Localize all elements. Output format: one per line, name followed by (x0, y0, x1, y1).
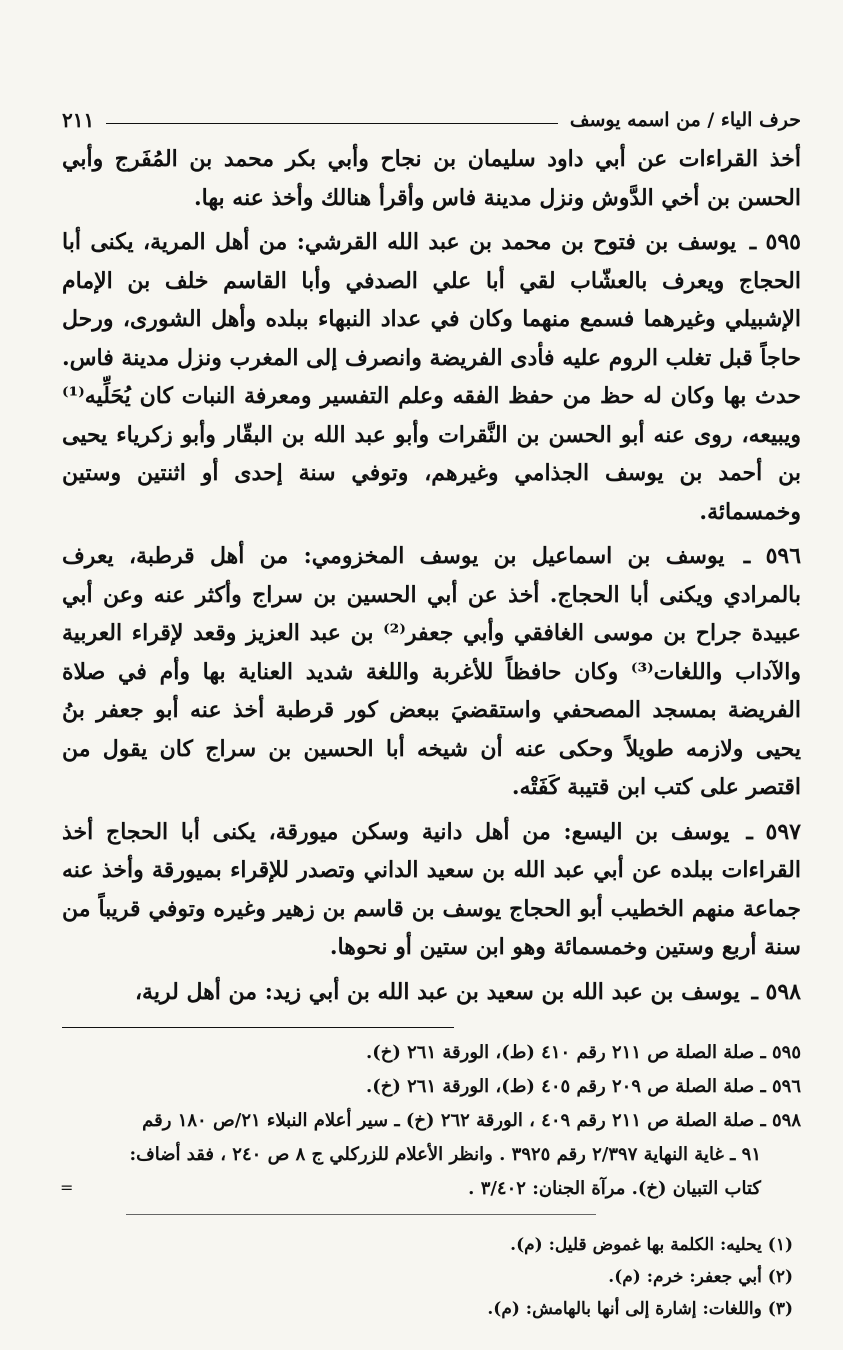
entry-text-597: يوسف بن اليسع: من أهل دانية وسكن ميورقة، يكنى أبا الحجاج أخذ القراءات ببلده عن أبي عبد الله بن سعيد الداني وتصدر للإقراء بميورقة وأخذ عنه جماعة منهم الخطيب أبو الحجاج يوسف بن قاسم بن زهير وغيره وتوفي قريباً من سنة أربع وستين وخمسمائة وهو ابن ستين أو نحوها. (62, 818, 801, 960)
entry-text-595: يوسف بن فتوح بن محمد بن عبد الله القرشي: من أهل المرية، يكنى أبا الحجاج ويعرف بالعشّاب لقي أبا علي الصدفي وأبا القاسم خلف بن الإمام الإشبيلي وغيرهما فسمع منهما وكان في عداد النبهاء ببلده وأهل الشورى، ورحل حاجاً قبل تغلب الروم عليه فأدى الفريضة وانصرف إلى المغرب ونزل مدينة فاس. حدث بها وكان له حظ من حفظ الفقه وعلم التفسير ومعرفة النبات كان يُحَلِّيه⁽¹⁾ ويبيعه، روى عنه أبو الحسن بن النَّقرات وأبو عبد الله بن البقّار وأبو زكرياء يحيى بن أحمد بن يوسف الجذامي وغيرهم، وتوفي سنة إحدى أو اثنتين وستين وخمسمائة. (62, 229, 801, 525)
continued-paragraph: أخذ القراءات عن أبي داود سليمان بن نجاح وأبي بكر محمد بن المُفَرج وأبي الحسن بن أخي الدَّوش ونزل مدينة فاس وأقرأ هنالك وأخذ عنه بها. (62, 146, 801, 211)
note-1: (١) يحليه: الكلمة بها غموض قليل: (م). (510, 1235, 793, 1255)
header-rule (106, 123, 558, 124)
note-2: (٢) أبي جعفر: خرم: (م). (608, 1267, 793, 1287)
margin-mark: = (60, 1178, 74, 1197)
entry-text-598: يوسف بن عبد الله بن سعيد بن عبد الله بن أبي زيد: من أهل لرية، (134, 978, 740, 1005)
editor-notes (62, 1229, 801, 1325)
entry-number-596: ٥٩٦ ـ (743, 543, 802, 569)
entry-595 (62, 223, 801, 531)
source-595: ٥٩٥ ـ صلة الصلة ص ٢١١ رقم ٤١٠ (ط)، الورقة ٢٦١ (خ). (365, 1042, 801, 1063)
source-598: ٥٩٨ ـ صلة الصلة ص ٢١١ رقم ٤٠٩ ، الورقة ٢٦٢ (خ) ـ سير أعلام النبلاء ٢١/ص ١٨٠ رقم (142, 1110, 801, 1131)
note-3: (٣) واللغات: إشارة إلى أنها بالهامش: (م). (487, 1299, 793, 1319)
source-598-continued: ٩١ ـ غاية النهاية ٢/٣٩٧ رقم ٣٩٢٥ . وانظر الأعلام للزركلي ج ٨ ص ٢٤٠ ، فقد أضاف: (129, 1144, 761, 1165)
entry-number-597: ٥٩٧ ـ (746, 818, 801, 845)
running-header (62, 100, 801, 140)
entry-number-598: ٥٩٨ ـ (751, 978, 801, 1005)
header-title: حرف الياء / من اسمه يوسف (569, 109, 801, 131)
footnote-divider (62, 1027, 454, 1028)
entry-597 (62, 813, 801, 967)
page-number: ٢١١ (62, 108, 95, 132)
source-598-continued-2: كتاب التبيان (خ). مرآة الجنان: ٣/٤٠٢ . (468, 1178, 761, 1199)
entry-number-595: ٥٩٥ ـ (749, 229, 801, 255)
entry-598 (62, 973, 801, 1012)
notes-divider (126, 1214, 596, 1215)
entry-596 (62, 537, 801, 807)
source-references (62, 1036, 801, 1206)
entry-text-596: يوسف بن اسماعيل بن يوسف المخزومي: من أهل قرطبة، يعرف بالمرادي ويكنى أبا الحجاج. أخذ عن أبي الحسين بن سراج وأكثر عنه وعن أبي عبيدة جراح بن موسى الغافقي وأبي جعفر⁽²⁾ بن عبد العزيز وقعد لإقراء العربية والآداب واللغات⁽³⁾ وكان حافظاً للأغربة واللغة شديد العناية بها وأم في صلاة الفريضة بمسجد المصحفي واستقضيَ ببعض كور قرطبة أخذ عنه أبو جعفر بنُ يحيى ولازمه طويلاً وحكى عنه أن شيخه أبا الحسين بن سراج كان يقول من اقتصر على كتب ابن قتيبة كَفَتْه. (62, 543, 801, 800)
source-596: ٥٩٦ ـ صلة الصلة ص ٢٠٩ رقم ٤٠٥ (ط)، الورقة ٢٦١ (خ). (365, 1076, 801, 1097)
main-text (62, 140, 801, 1011)
